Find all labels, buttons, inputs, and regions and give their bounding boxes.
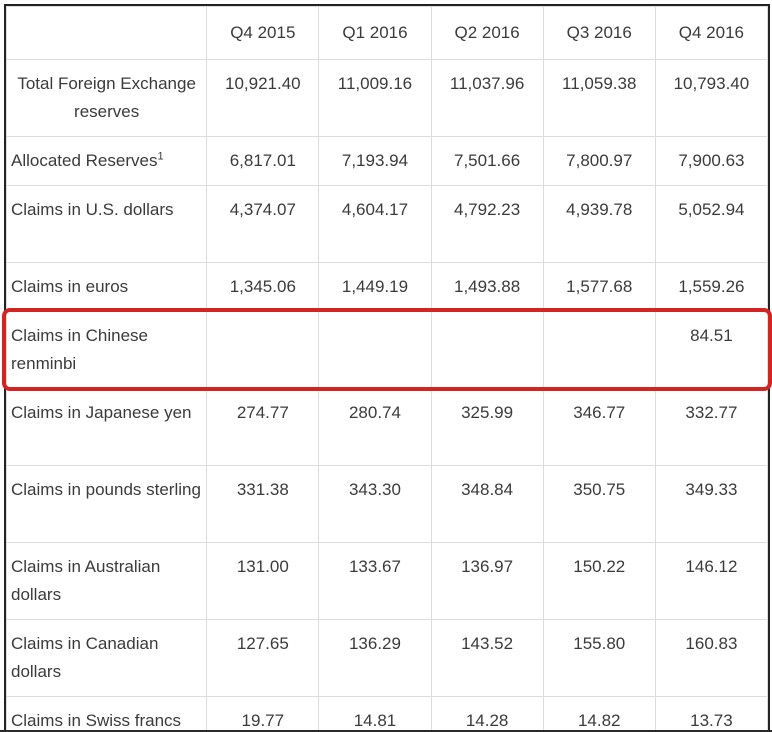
value-cell: 14.82 bbox=[543, 697, 655, 732]
footnote-marker: 1 bbox=[157, 150, 164, 163]
value-cell: 150.22 bbox=[543, 543, 655, 620]
table-row bbox=[7, 186, 768, 263]
column-header: Q4 2015 bbox=[207, 7, 319, 60]
value-cell: 274.77 bbox=[207, 389, 319, 466]
value-cell: 1,345.06 bbox=[207, 263, 319, 312]
row-label-text: Claims in U.S. dollars bbox=[11, 200, 174, 219]
value-cell: 350.75 bbox=[543, 466, 655, 543]
table-body bbox=[7, 60, 768, 732]
table-row bbox=[7, 543, 768, 620]
value-cell: 1,559.26 bbox=[655, 263, 767, 312]
row-label-text: Claims in pounds sterling bbox=[11, 480, 201, 499]
row-label bbox=[7, 466, 207, 543]
table-row bbox=[7, 263, 768, 312]
value-cell: 1,449.19 bbox=[319, 263, 431, 312]
row-label bbox=[7, 697, 207, 732]
value-cell: 160.83 bbox=[655, 620, 767, 697]
value-cell: 14.28 bbox=[431, 697, 543, 732]
row-label bbox=[7, 60, 207, 137]
header-row bbox=[7, 7, 768, 60]
table-header bbox=[7, 7, 768, 60]
value-cell: 5,052.94 bbox=[655, 186, 767, 263]
value-cell: 131.00 bbox=[207, 543, 319, 620]
value-cell: 346.77 bbox=[543, 389, 655, 466]
value-cell: 349.33 bbox=[655, 466, 767, 543]
value-cell: 4,604.17 bbox=[319, 186, 431, 263]
corner-header-cell bbox=[7, 7, 207, 60]
value-cell: 280.74 bbox=[319, 389, 431, 466]
value-cell: 13.73 bbox=[655, 697, 767, 732]
value-cell: 127.65 bbox=[207, 620, 319, 697]
row-label-text: Allocated Reserves bbox=[11, 151, 158, 170]
row-label bbox=[7, 312, 207, 389]
column-header: Q2 2016 bbox=[431, 7, 543, 60]
value-cell: 4,939.78 bbox=[543, 186, 655, 263]
value-cell: 7,193.94 bbox=[319, 137, 431, 186]
row-label-text: Claims in Swiss francs bbox=[11, 711, 182, 730]
value-cell: 332.77 bbox=[655, 389, 767, 466]
value-cell: 143.52 bbox=[431, 620, 543, 697]
value-cell bbox=[543, 312, 655, 389]
value-cell: 155.80 bbox=[543, 620, 655, 697]
value-cell bbox=[431, 312, 543, 389]
column-header: Q1 2016 bbox=[319, 7, 431, 60]
table-row bbox=[7, 137, 768, 186]
value-cell: 331.38 bbox=[207, 466, 319, 543]
value-cell bbox=[207, 312, 319, 389]
value-cell: 1,493.88 bbox=[431, 263, 543, 312]
row-label bbox=[7, 263, 207, 312]
value-cell: 14.81 bbox=[319, 697, 431, 732]
row-label-text: Claims in Japanese yen bbox=[11, 403, 192, 422]
table-row bbox=[7, 312, 768, 389]
row-label-text: Claims in Australian dollars bbox=[11, 557, 161, 604]
row-label-text: Claims in Canadian dollars bbox=[11, 634, 159, 681]
value-cell bbox=[319, 312, 431, 389]
value-cell: 136.29 bbox=[319, 620, 431, 697]
value-cell: 11,059.38 bbox=[543, 60, 655, 137]
table-row bbox=[7, 620, 768, 697]
row-label bbox=[7, 543, 207, 620]
value-cell: 133.67 bbox=[319, 543, 431, 620]
value-cell: 7,501.66 bbox=[431, 137, 543, 186]
value-cell: 146.12 bbox=[655, 543, 767, 620]
value-cell: 343.30 bbox=[319, 466, 431, 543]
table-row bbox=[7, 697, 768, 732]
column-header: Q4 2016 bbox=[655, 7, 767, 60]
value-cell: 1,577.68 bbox=[543, 263, 655, 312]
value-cell: 4,792.23 bbox=[431, 186, 543, 263]
fx-reserves-table-wrap bbox=[4, 4, 770, 732]
row-label bbox=[7, 620, 207, 697]
row-label bbox=[7, 186, 207, 263]
row-label bbox=[7, 137, 207, 186]
row-label-text: Total Foreign Exchange reserves bbox=[17, 74, 196, 121]
table-row bbox=[7, 389, 768, 466]
value-cell: 4,374.07 bbox=[207, 186, 319, 263]
value-cell: 7,900.63 bbox=[655, 137, 767, 186]
value-cell: 84.51 bbox=[655, 312, 767, 389]
table-row bbox=[7, 60, 768, 137]
table-row bbox=[7, 466, 768, 543]
value-cell: 136.97 bbox=[431, 543, 543, 620]
value-cell: 11,009.16 bbox=[319, 60, 431, 137]
value-cell: 10,793.40 bbox=[655, 60, 767, 137]
value-cell: 10,921.40 bbox=[207, 60, 319, 137]
value-cell: 6,817.01 bbox=[207, 137, 319, 186]
value-cell: 7,800.97 bbox=[543, 137, 655, 186]
value-cell: 19.77 bbox=[207, 697, 319, 732]
fx-reserves-table bbox=[6, 6, 768, 732]
row-label-text: Claims in euros bbox=[11, 277, 129, 296]
column-header: Q3 2016 bbox=[543, 7, 655, 60]
value-cell: 348.84 bbox=[431, 466, 543, 543]
value-cell: 325.99 bbox=[431, 389, 543, 466]
value-cell: 11,037.96 bbox=[431, 60, 543, 137]
row-label bbox=[7, 389, 207, 466]
row-label-text: Claims in Chinese renminbi bbox=[11, 326, 148, 373]
